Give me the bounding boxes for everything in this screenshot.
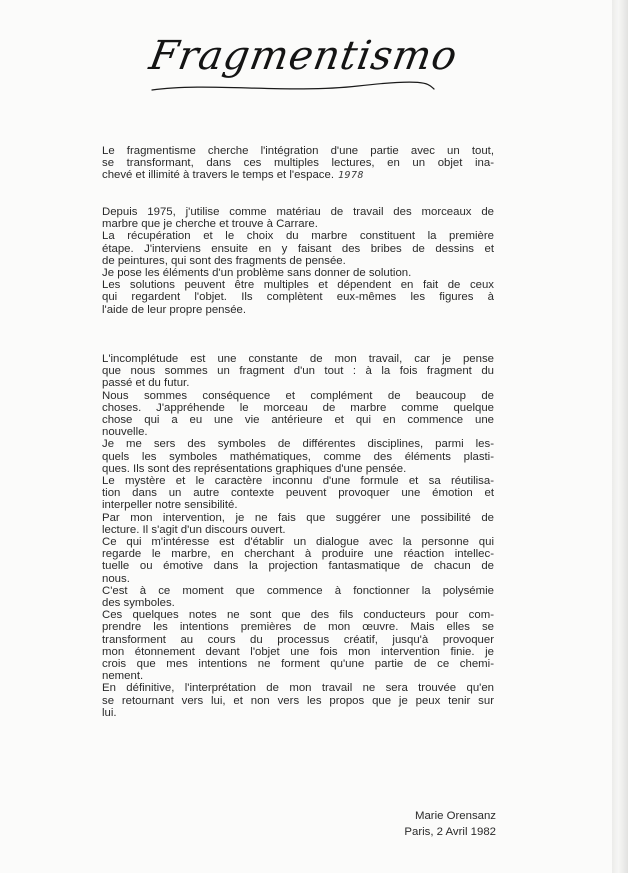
- paragraph-material: [102, 206, 494, 316]
- text-line: crois que mes intentions ne forment qu'une partie de ce chemi-: [102, 658, 494, 671]
- text-line: quels les symboles mathématiques, comme des éléments plasti-: [102, 450, 494, 463]
- text-line: se transformant, dans ces multiples lectures, en un objet ina-: [102, 157, 494, 170]
- text-line: Je me sers des symboles de différentes disciplines, parmi les-: [102, 438, 494, 451]
- text-line: regarde le marbre, en cherchant à produire une réaction intellec-: [102, 548, 494, 561]
- document-title: Fragmentismo: [145, 33, 462, 79]
- text-line: Les solutions peuvent être multiples et dépendent en fait de ceux: [102, 279, 494, 292]
- text-line: nous.: [102, 572, 130, 585]
- text-line: Par mon intervention, je ne fais que suggérer une possibilité de: [102, 511, 494, 524]
- text-line: ques. Ils sont des représentations graphiques d'une pensée.: [102, 462, 407, 475]
- title-flourish: [148, 80, 438, 96]
- text-line: prendre les intentions premières de mon œuvre. Mais elles se: [102, 621, 494, 634]
- text-line: étape. J'interviens ensuite en y faisant des bribes de dessins et: [102, 242, 494, 255]
- text-line: passé et du futur.: [102, 377, 190, 390]
- author-name: Marie Orensanz: [414, 810, 496, 822]
- text-line: transforment au cours du processus créatif, jusqu'à provoquer: [102, 633, 494, 646]
- text-line: Ces quelques notes ne sont que des fils conducteurs pour com-: [102, 609, 494, 622]
- text-line: mon étonnement devant l'objet une fois mon intervention finie. je: [102, 645, 494, 658]
- handwritten-annotation: 1978: [337, 170, 365, 182]
- text-line: Ce qui m'intéresse est d'établir un dialogue avec la personne qui: [102, 536, 494, 549]
- text-line: nement.: [102, 670, 144, 683]
- text-line: qui regardent l'objet. Ils complètent eux-mêmes les figures à: [102, 291, 494, 304]
- text-line: de peintures, qui sont des fragments de pensée.: [102, 254, 346, 267]
- text-line: tuelle ou émotive dans la projection fantasmatique de chacun de: [102, 560, 494, 573]
- text-line: Le mystère et le caractère inconnu d'une formule et sa réutilisa-: [102, 475, 494, 488]
- text-line: marbre que je cherche et trouve à Carrare.: [102, 218, 318, 231]
- text-line: choses. J'appréhende le morceau de marbre comme quelque: [102, 401, 494, 414]
- next-page-edge: [612, 0, 628, 873]
- text-line: L'incomplétude est une constante de mon travail, car je pense: [102, 353, 494, 365]
- text-line: tion dans un autre contexte peuvent provoquer une émotion et: [102, 487, 494, 500]
- text-line: C'est à ce moment que commence à fonctionner la polysémie: [102, 584, 494, 597]
- text-line: que nous sommes un fragment d'un tout : à la fois fragment du: [102, 365, 494, 378]
- text-line: Le fragmentisme cherche l'intégration d'une partie avec un tout,: [102, 145, 494, 157]
- paragraph-intro: [102, 145, 494, 183]
- text-line: nouvelle.: [102, 426, 148, 439]
- text-line: se retournant vers lui, et non vers les propos que je peux tenir sur: [102, 694, 494, 707]
- text-line: des symboles.: [102, 597, 175, 610]
- text-line: En définitive, l'interprétation de mon travail ne sera trouvée qu'en: [102, 682, 494, 695]
- text-line: chevé et illimité à travers le temps et l'espace. 1978: [102, 169, 365, 182]
- signature-block: [376, 808, 496, 840]
- text-line: lecture. Il s'agit d'un discours ouvert.: [102, 523, 286, 536]
- text-line: chose qui a eu une vie antérieure et qui en commence une: [102, 414, 494, 427]
- text-line: l'aide de leur propre pensée.: [102, 303, 247, 316]
- text-line: Depuis 1975, j'utilise comme matériau de travail des morceaux de: [102, 206, 494, 218]
- text-line: interpeller notre sensibilité.: [102, 499, 238, 512]
- text-line: lui.: [102, 706, 117, 719]
- text-line: La récupération et le choix du marbre constituent la première: [102, 230, 494, 243]
- text-line: Je pose les éléments d'un problème sans donner de solution.: [102, 267, 412, 280]
- paragraph-incompleteness: [102, 353, 494, 719]
- text-line: Nous sommes conséquence et complément de beaucoup de: [102, 389, 494, 402]
- place-date: Paris, 2 Avril 1982: [404, 826, 496, 838]
